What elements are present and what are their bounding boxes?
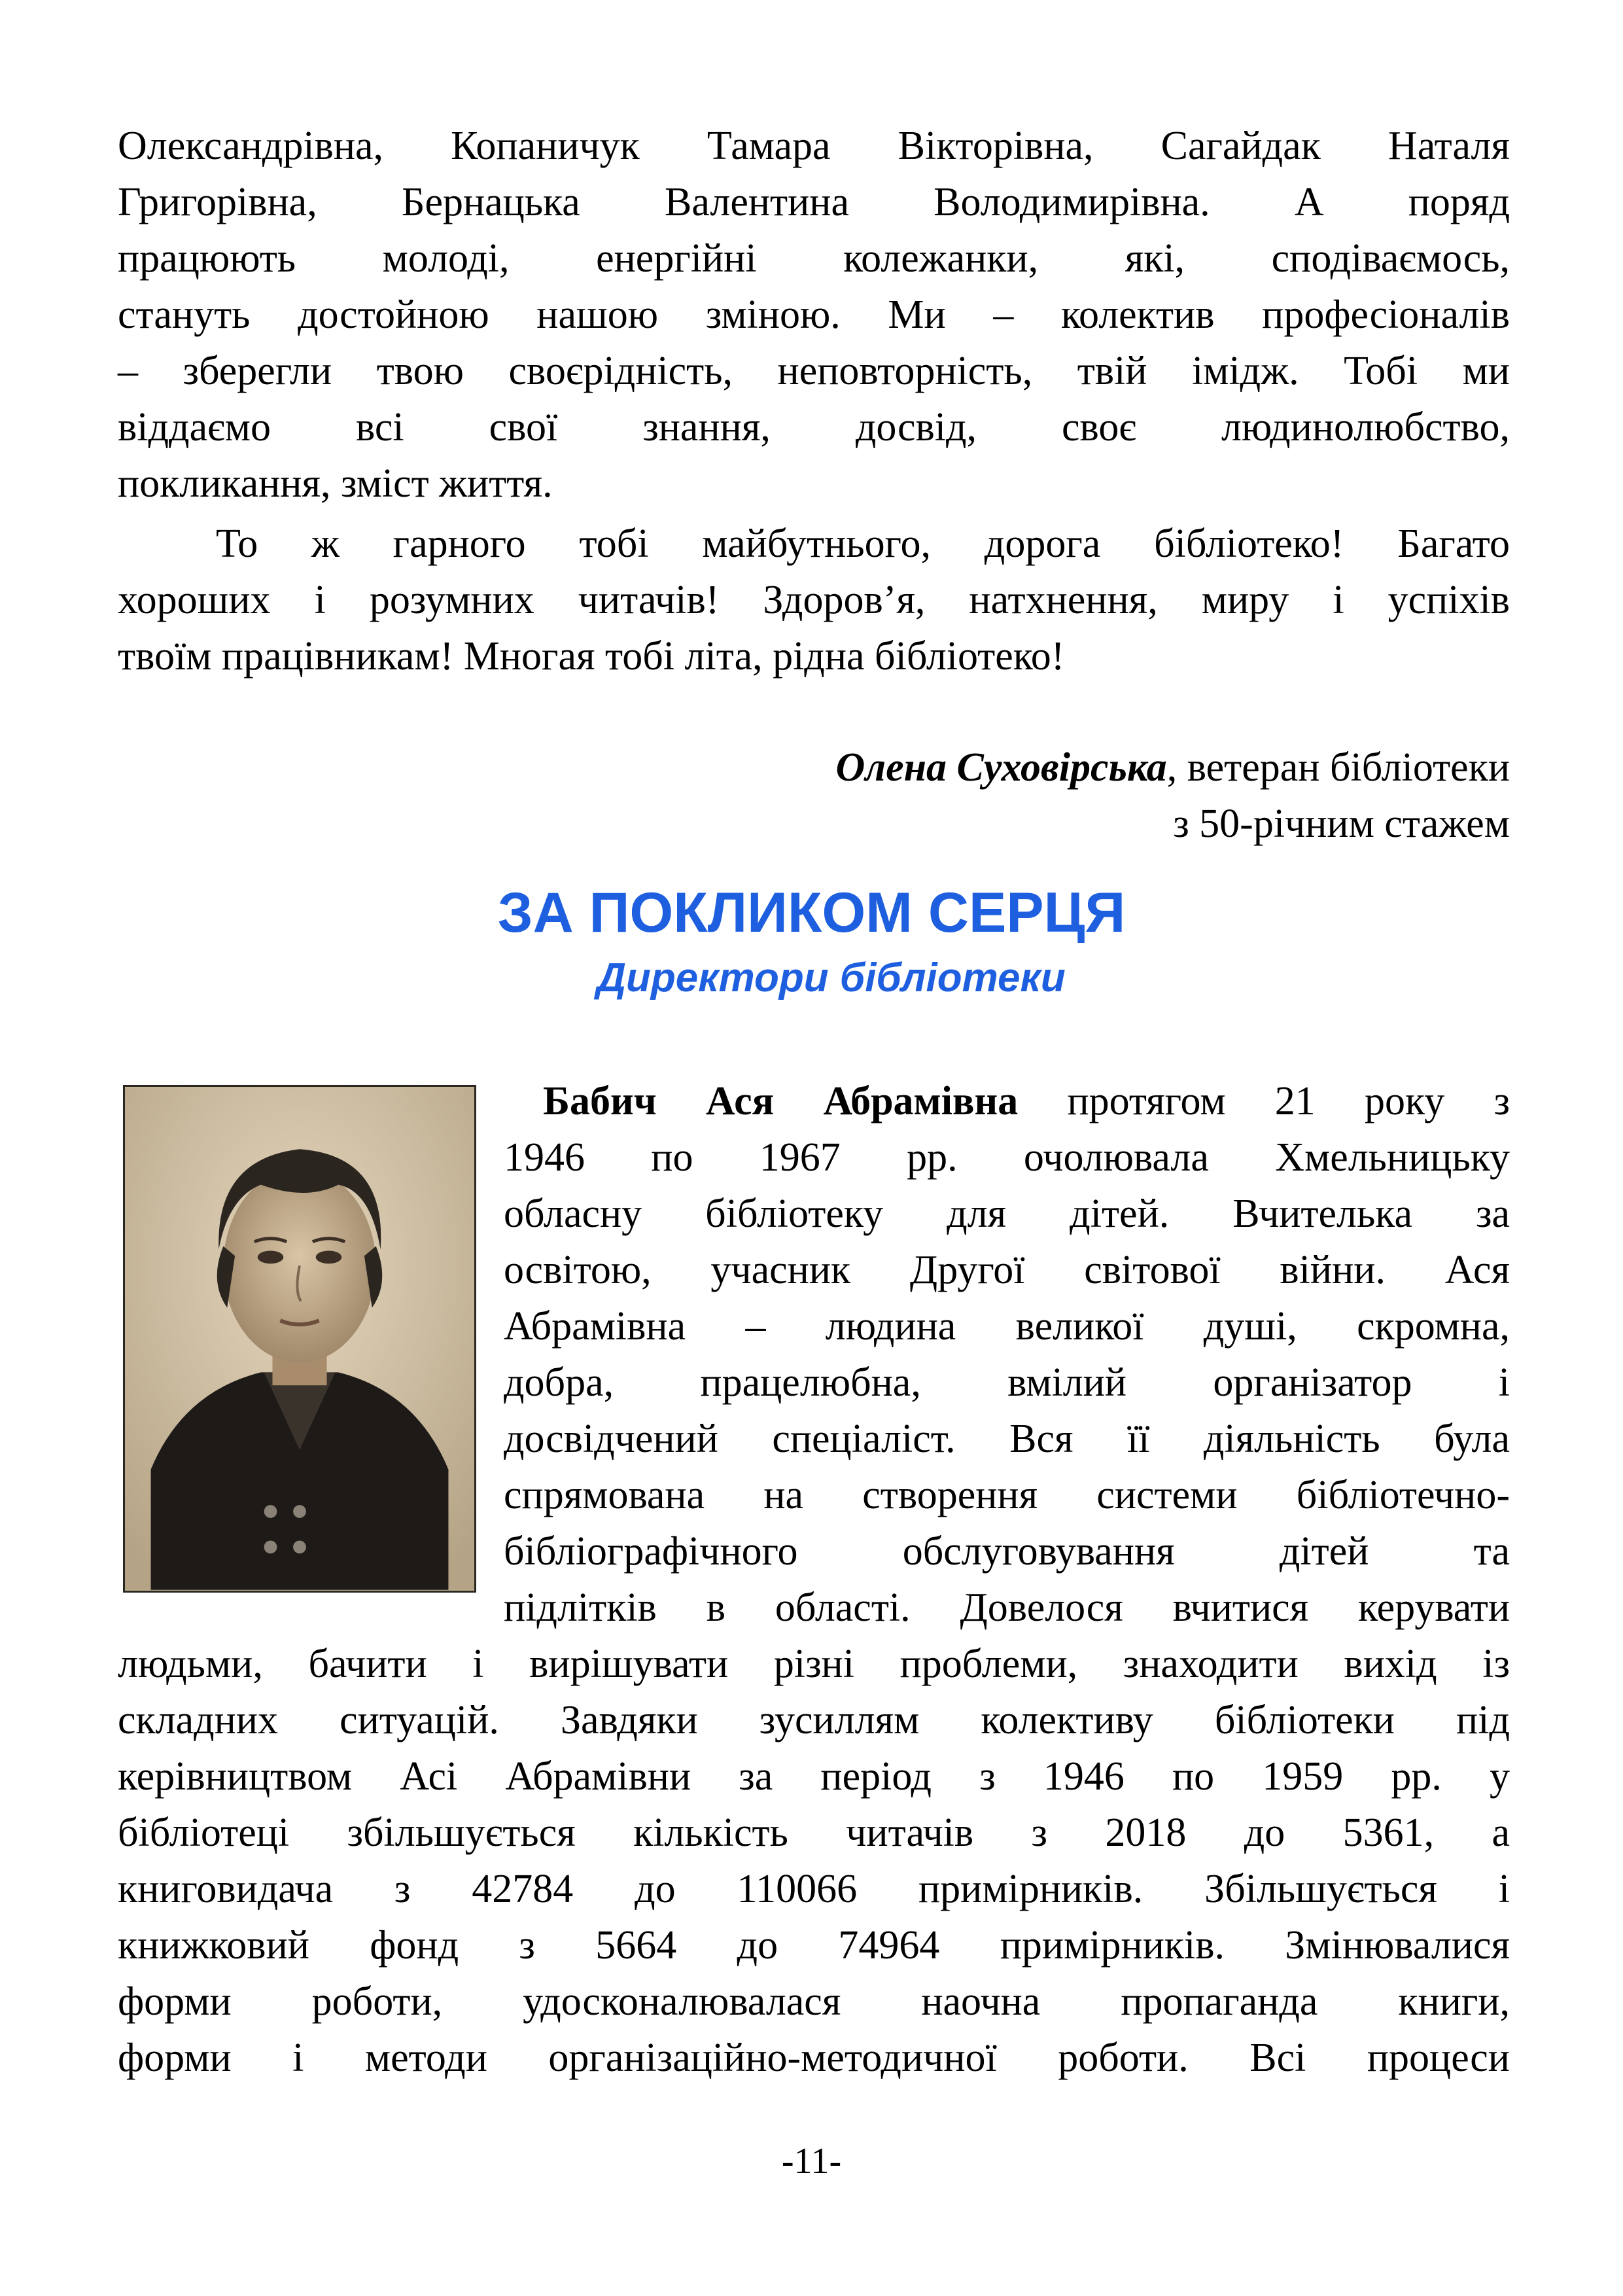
text-line: керівництвом Асі Абрамівни за період з 1946 по 1959 рр. у bbox=[118, 1754, 1510, 1799]
text-line bbox=[504, 1073, 1510, 1129]
text-line: книговидача з 42784 до 110066 примірників. Збільшується і bbox=[118, 1867, 1510, 1911]
bio-side-text bbox=[504, 1073, 1510, 1636]
author-role: , ветеран бібліотеки bbox=[1166, 745, 1510, 790]
text-line: складних ситуацій. Завдяки зусиллям колективу бібліотеки під bbox=[118, 1698, 1510, 1742]
section-title: ЗА ПОКЛИКОМ СЕРЦЯ bbox=[497, 881, 1126, 944]
author-tenure: з 50-річним стажем bbox=[1173, 802, 1510, 846]
text-line: То ж гарного тобі майбутнього, дорога бібліотеко! Багато bbox=[216, 521, 1510, 566]
signature bbox=[118, 739, 1510, 852]
page-number: -11- bbox=[781, 2141, 842, 2181]
text-line: бібліографічного обслуговування дітей та bbox=[504, 1529, 1510, 1574]
portrait-photo bbox=[123, 1085, 476, 1593]
text-line: форми і методи організаційно-методичної роботи. Всі процеси bbox=[118, 2036, 1510, 2080]
bio-name: Бабич Ася Абрамівна bbox=[543, 1079, 1019, 1123]
paragraph-1 bbox=[118, 118, 1510, 512]
paragraph-2 bbox=[118, 516, 1510, 684]
signature-line bbox=[836, 745, 1510, 790]
text-line: форми роботи, удосконалювалася наочна пропаганда книги, bbox=[118, 1979, 1510, 2024]
text-line: твоїм працівникам! Многая тобі літа, рідна бібліотеко! bbox=[118, 634, 1065, 679]
text-line: Абрамівна – людина великої душі, скромна, bbox=[504, 1304, 1510, 1349]
text-line: бібліотеці збільшується кількість читачів з 2018 до 5361, а bbox=[118, 1810, 1510, 1855]
text-line: 1946 по 1967 рр. очолювала Хмельницьку bbox=[504, 1135, 1510, 1180]
text-line: хороших і розумних читачів! Здоров’я, натхнення, миру і успіхів bbox=[118, 578, 1510, 622]
text-line: книжковий фонд з 5664 до 74964 примірників. Змінювалися bbox=[118, 1923, 1510, 1968]
text-line: Григорівна, Бернацька Валентина Володимирівна. А поряд bbox=[118, 180, 1510, 224]
text-line: досвідчений спеціаліст. Вся її діяльність була bbox=[504, 1417, 1510, 1461]
text-line: підлітків в області. Довелося вчитися керувати bbox=[504, 1585, 1510, 1630]
text-line: покликання, зміст життя. bbox=[118, 461, 553, 506]
bio-full-text bbox=[118, 1636, 1510, 2086]
bio-first-line: протягом 21 року з bbox=[1018, 1079, 1510, 1123]
text-line: спрямована на створення системи бібліотечно- bbox=[504, 1473, 1510, 1517]
text-line: освітою, учасник Другої світової війни. Ася bbox=[504, 1248, 1510, 1292]
text-line: віддаємо всі свої знання, досвід, своє людинолюбство, bbox=[118, 405, 1510, 450]
section-subtitle: Директори бібліотеки bbox=[597, 955, 1066, 1000]
text-line: добра, працелюбна, вмілий організатор і bbox=[504, 1360, 1510, 1405]
text-line: працюють молоді, енергійні колежанки, які, сподіваємось, bbox=[118, 236, 1510, 281]
text-line: стануть достойною нашою зміною. Ми – колектив професіоналів bbox=[118, 292, 1510, 337]
text-line: – зберегли твою своєрідність, неповторність, твій імідж. Тобі ми bbox=[118, 349, 1510, 393]
text-line: Олександрівна, Копаничук Тамара Вікторівна, Сагайдак Наталя bbox=[118, 124, 1510, 168]
text-line: людьми, бачити і вирішувати різні проблеми, знаходити вихід із bbox=[118, 1642, 1510, 1686]
text-line: обласну бібліотеку для дітей. Вчителька за bbox=[504, 1192, 1510, 1236]
author-name: Олена Суховірська bbox=[835, 745, 1167, 790]
